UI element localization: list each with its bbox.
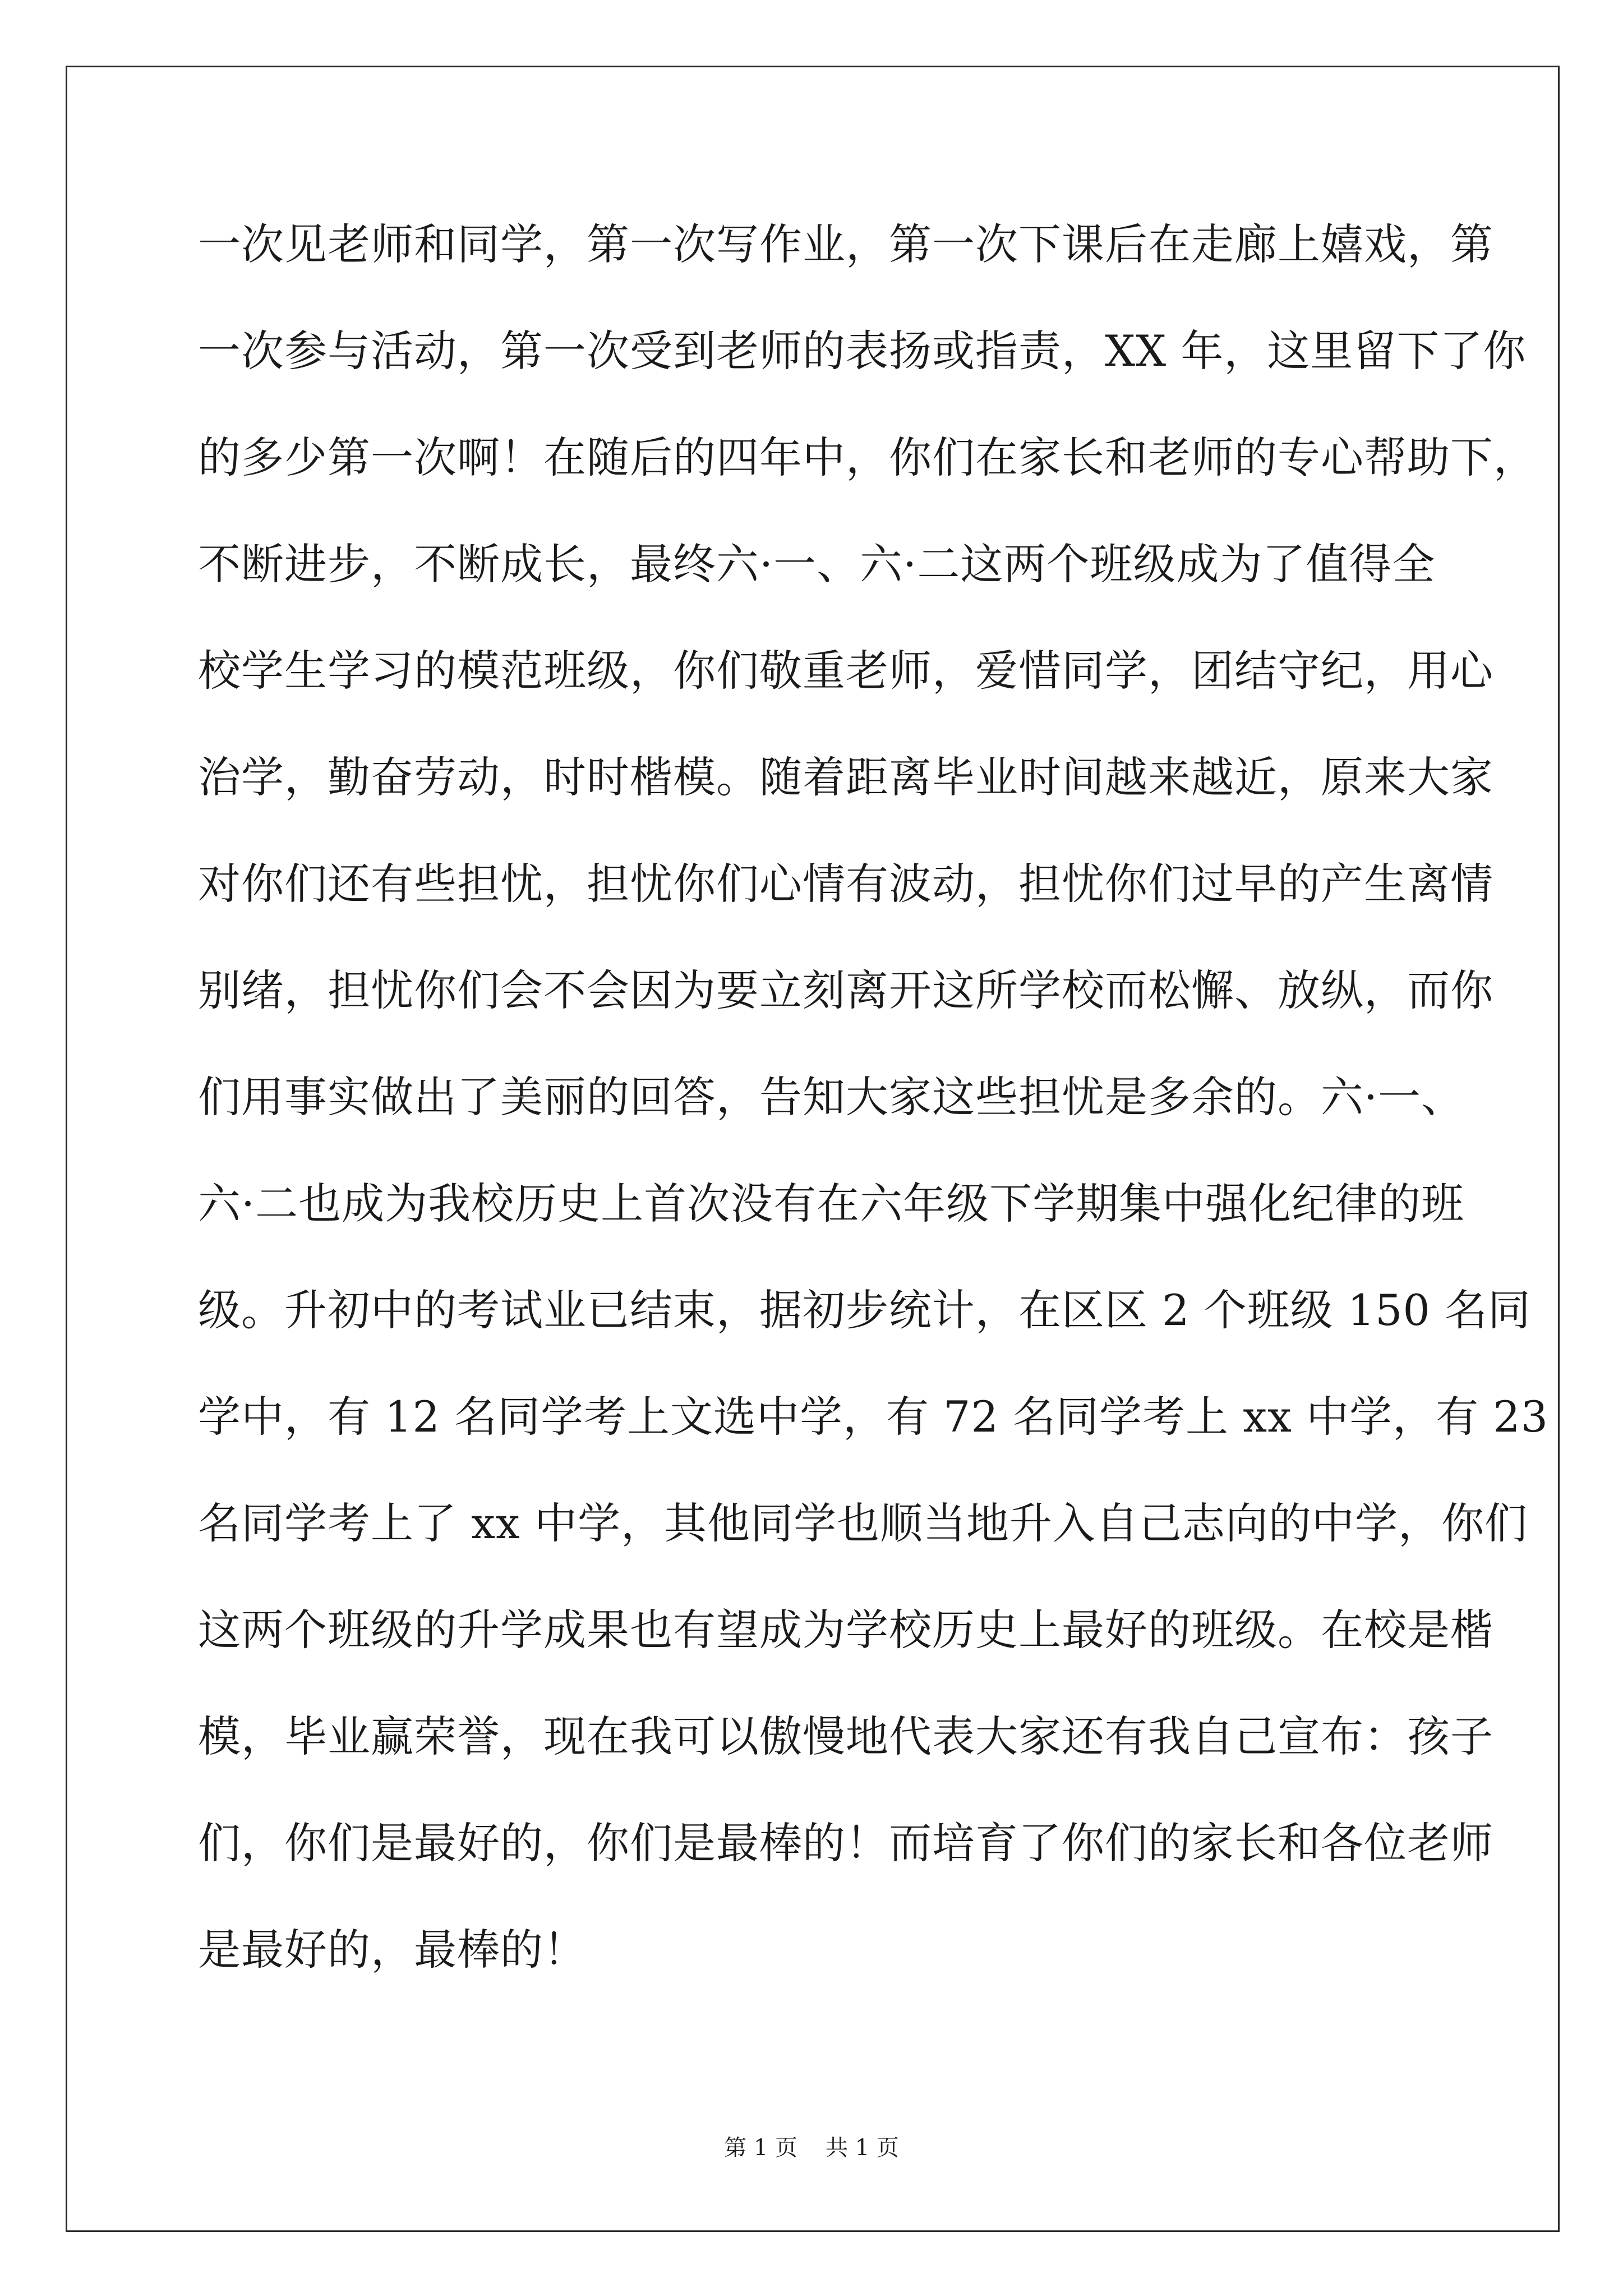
text-line: 这两个班级的升学成果也有望成为学校历史上最好的班级。在校是楷 (198, 1605, 1493, 1655)
text-line: 六·二也成为我校历史上首次没有在六年级下学期集中强化纪律的班 (198, 1179, 1465, 1228)
text-line: 是最好的，最棒的！ (198, 1925, 587, 1975)
text-line: 别绪，担忧你们会不会因为要立刻离开这所学校而松懈、放纵，而你 (198, 965, 1493, 1015)
document-body (198, 219, 1548, 2035)
text-line: 对你们还有些担忧，担忧你们心情有波动，担忧你们过早的产生离情 (198, 859, 1493, 909)
text-line: 的多少第一次啊！在随后的四年中，你们在家长和老师的专心帮助下， (198, 432, 1537, 482)
text-line: 学中，有 12 名同学考上文选中学，有 72 名同学考上 xx 中学，有 23 (198, 1392, 1548, 1442)
text-line: 一次参与活动，第一次受到老师的表扬或指责，XX 年，这里留下了你 (198, 326, 1527, 376)
text-line: 名同学考上了 xx 中学，其他同学也顺当地升入自己志向的中学，你们 (198, 1498, 1528, 1548)
text-line: 一次见老师和同学，第一次写作业，第一次下课后在走廊上嬉戏，第 (198, 219, 1493, 269)
text-line: 校学生学习的模范班级，你们敬重老师，爱惜同学，团结守纪，用心 (198, 646, 1493, 696)
text-line: 不断进步，不断成长，最终六·一、六·二这两个班级成为了值得全 (198, 539, 1436, 589)
page-total: 共 1 页 (826, 2135, 899, 2161)
text-line: 模，毕业赢荣誉，现在我可以傲慢地代表大家还有我自己宣布：孩子 (198, 1711, 1493, 1761)
text-line: 治学，勤奋劳动，时时楷模。随着距离毕业时间越来越近，原来大家 (198, 752, 1493, 802)
page-number: 第 1 页 (724, 2135, 797, 2161)
text-line: 们，你们是最好的，你们是最棒的！而培育了你们的家长和各位老师 (198, 1818, 1493, 1868)
text-line: 们用事实做出了美丽的回答，告知大家这些担忧是多余的。六·一、 (198, 1072, 1465, 1122)
text-line: 级。升初中的考试业已结束，据初步统计，在区区 2 个班级 150 名同 (198, 1285, 1532, 1335)
page-footer (0, 2130, 1623, 2162)
